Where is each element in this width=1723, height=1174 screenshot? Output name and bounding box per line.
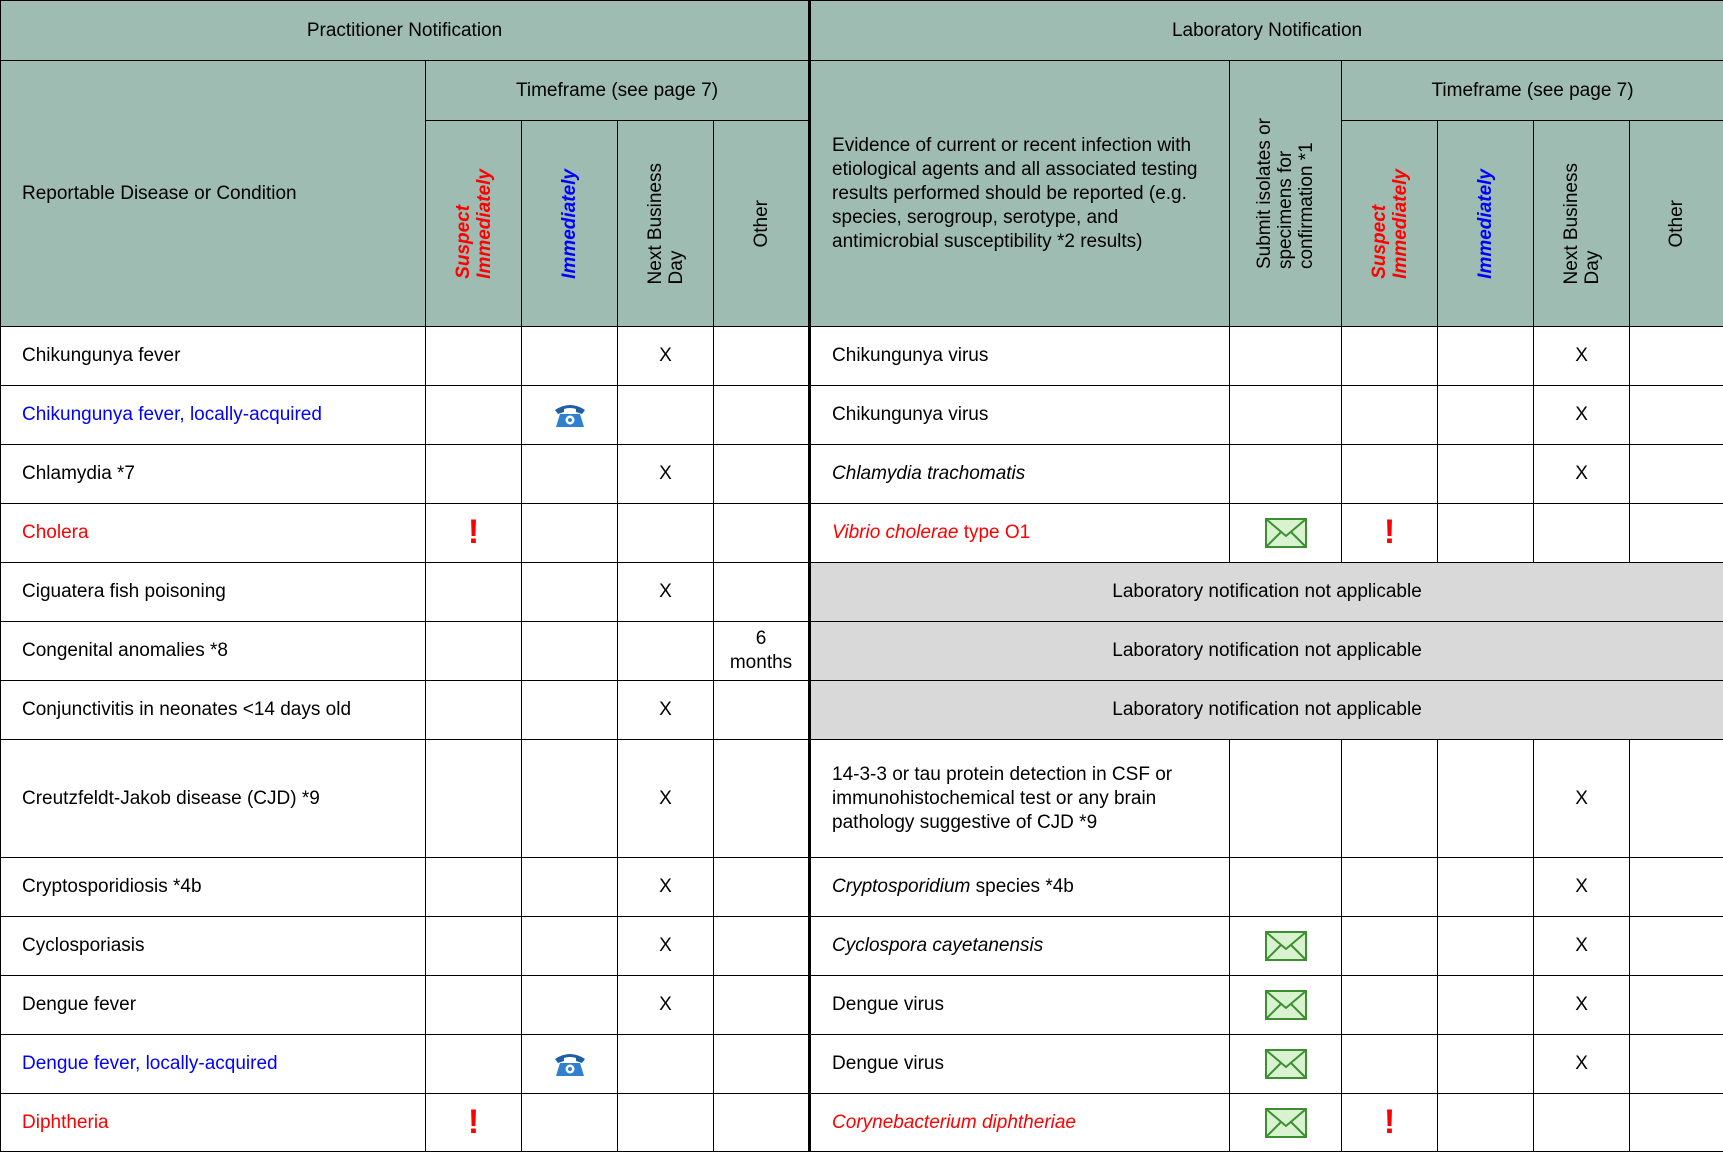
lab-next-day-cell: X <box>1534 740 1630 858</box>
lab-other-cell <box>1630 445 1723 504</box>
practitioner-other-cell <box>714 445 810 504</box>
practitioner-next-day-cell: X <box>618 681 714 740</box>
envelope-icon <box>1265 1108 1307 1138</box>
practitioner-other-cell <box>714 740 810 858</box>
table-row <box>1 563 1723 622</box>
lab-suspect-cell <box>1342 504 1438 563</box>
practitioner-other-cell <box>714 327 810 386</box>
lab-submit-cell <box>1230 445 1342 504</box>
practitioner-other-cell <box>714 681 810 740</box>
table-row <box>1 386 1723 445</box>
practitioner-next-day-cell: X <box>618 563 714 622</box>
table-row <box>1 858 1723 917</box>
practitioner-immediately-cell <box>522 1094 618 1152</box>
practitioner-other-cell <box>714 1035 810 1094</box>
lab-other-cell <box>1630 858 1723 917</box>
practitioner-suspect-cell <box>426 622 522 681</box>
lab-immediately-cell <box>1438 386 1534 445</box>
disease-name: Cyclosporiasis <box>1 917 426 976</box>
lab-other-cell <box>1630 1094 1723 1152</box>
lab-agent: Dengue virus <box>810 976 1230 1035</box>
lab-suspect-cell <box>1342 445 1438 504</box>
practitioner-immediately-cell <box>522 504 618 563</box>
lab-immediately-cell <box>1438 740 1534 858</box>
disease-name: Cholera <box>1 504 426 563</box>
lab-suspect-cell <box>1342 917 1438 976</box>
exclamation-icon: ! <box>1383 1102 1396 1141</box>
practitioner-timeframe-header: Timeframe (see page 7) <box>426 61 810 121</box>
lab-next-day-cell: X <box>1534 917 1630 976</box>
practitioner-suspect-cell <box>426 917 522 976</box>
lab-agent: Cryptosporidium species *4b <box>810 858 1230 917</box>
lab-suspect-cell <box>1342 1035 1438 1094</box>
disease-name: Dengue fever, locally-acquired <box>1 1035 426 1094</box>
table-row <box>1 1035 1723 1094</box>
lab-submit-cell <box>1230 976 1342 1035</box>
lab-agent: Corynebacterium diphtheriae <box>810 1094 1230 1152</box>
lab-submit-cell <box>1230 917 1342 976</box>
envelope-icon <box>1265 990 1307 1020</box>
lab-agent: Chlamydia trachomatis <box>810 445 1230 504</box>
disease-column-header: Reportable Disease or Condition <box>1 61 426 327</box>
table-row <box>1 917 1723 976</box>
practitioner-other-cell: 6 months <box>714 622 810 681</box>
evidence-column-header: Evidence of current or recent infection with etiological agents and all associated testing results performed should be reported (e.g. species, serogroup, serotype, and antimicrobial susceptibility *2 results) <box>810 61 1230 327</box>
practitioner-immediately-cell <box>522 386 618 445</box>
table-row <box>1 740 1723 858</box>
practitioner-immediately-cell <box>522 327 618 386</box>
practitioner-next-day-cell: X <box>618 917 714 976</box>
practitioner-other-cell <box>714 386 810 445</box>
practitioner-immediately-cell <box>522 1035 618 1094</box>
practitioner-other-cell <box>714 976 810 1035</box>
lab-immediately-cell <box>1438 445 1534 504</box>
lab-next-day-cell <box>1534 504 1630 563</box>
lab-other-cell <box>1630 976 1723 1035</box>
disease-name: Diphtheria <box>1 1094 426 1152</box>
practitioner-immediately-cell <box>522 976 618 1035</box>
lab-other-cell <box>1630 740 1723 858</box>
practitioner-immediately-cell <box>522 917 618 976</box>
lab-immediately-header: Immediately <box>1438 121 1534 327</box>
practitioner-next-day-cell <box>618 1094 714 1152</box>
practitioner-next-day-cell <box>618 622 714 681</box>
table-row <box>1 622 1723 681</box>
practitioner-suspect-cell <box>426 445 522 504</box>
practitioner-suspect-cell <box>426 327 522 386</box>
disease-name: Congenital anomalies *8 <box>1 622 426 681</box>
lab-agent: Chikungunya virus <box>810 386 1230 445</box>
lab-submit-cell <box>1230 1035 1342 1094</box>
table-row <box>1 504 1723 563</box>
lab-immediately-cell <box>1438 917 1534 976</box>
next-business-day-header: Next Business Day <box>618 121 714 327</box>
suspect-immediately-header: Suspect Immediately <box>426 121 522 327</box>
lab-agent: Chikungunya virus <box>810 327 1230 386</box>
practitioner-immediately-cell <box>522 740 618 858</box>
practitioner-suspect-cell <box>426 504 522 563</box>
lab-next-business-day-header: Next Business Day <box>1534 121 1630 327</box>
practitioner-next-day-cell: X <box>618 327 714 386</box>
immediately-header: Immediately <box>522 121 618 327</box>
lab-suspect-cell <box>1342 327 1438 386</box>
practitioner-next-day-cell <box>618 1035 714 1094</box>
lab-submit-cell <box>1230 740 1342 858</box>
lab-other-cell <box>1630 917 1723 976</box>
envelope-icon <box>1265 931 1307 961</box>
disease-name: Chikungunya fever, locally-acquired <box>1 386 426 445</box>
practitioner-other-cell <box>714 563 810 622</box>
practitioner-next-day-cell: X <box>618 740 714 858</box>
exclamation-icon: ! <box>1383 513 1396 551</box>
lab-next-day-cell: X <box>1534 386 1630 445</box>
lab-submit-cell <box>1230 1094 1342 1152</box>
lab-next-day-cell: X <box>1534 976 1630 1035</box>
practitioner-next-day-cell: X <box>618 445 714 504</box>
disease-name: Chikungunya fever <box>1 327 426 386</box>
lab-suspect-immediately-header: Suspect Immediately <box>1342 121 1438 327</box>
other-header: Other <box>714 121 810 327</box>
practitioner-immediately-cell <box>522 681 618 740</box>
phone-icon <box>552 401 588 429</box>
laboratory-timeframe-header: Timeframe (see page 7) <box>1342 61 1723 121</box>
lab-submit-cell <box>1230 504 1342 563</box>
lab-suspect-cell <box>1342 976 1438 1035</box>
practitioner-other-cell <box>714 917 810 976</box>
lab-other-cell <box>1630 386 1723 445</box>
table-row <box>1 681 1723 740</box>
lab-next-day-cell: X <box>1534 445 1630 504</box>
envelope-icon <box>1265 518 1307 548</box>
lab-immediately-cell <box>1438 504 1534 563</box>
practitioner-suspect-cell <box>426 976 522 1035</box>
lab-agent: Dengue virus <box>810 1035 1230 1094</box>
practitioner-other-cell <box>714 858 810 917</box>
lab-submit-cell <box>1230 327 1342 386</box>
lab-agent: Cyclospora cayetanensis <box>810 917 1230 976</box>
practitioner-immediately-cell <box>522 622 618 681</box>
exclamation-icon: ! <box>467 513 480 551</box>
lab-suspect-cell <box>1342 386 1438 445</box>
lab-next-day-cell: X <box>1534 858 1630 917</box>
lab-other-cell <box>1630 327 1723 386</box>
practitioner-suspect-cell <box>426 386 522 445</box>
practitioner-suspect-cell <box>426 1094 522 1152</box>
practitioner-suspect-cell <box>426 563 522 622</box>
practitioner-next-day-cell <box>618 386 714 445</box>
exclamation-icon: ! <box>467 1102 480 1141</box>
disease-name: Creutzfeldt-Jakob disease (CJD) *9 <box>1 740 426 858</box>
lab-next-day-cell: X <box>1534 1035 1630 1094</box>
lab-next-day-cell: X <box>1534 327 1630 386</box>
practitioner-immediately-cell <box>522 563 618 622</box>
lab-submit-cell <box>1230 858 1342 917</box>
disease-name: Dengue fever <box>1 976 426 1035</box>
laboratory-notification-header: Laboratory Notification <box>810 1 1723 61</box>
lab-next-day-cell <box>1534 1094 1630 1152</box>
lab-agent: 14-3-3 or tau protein detection in CSF or immunohistochemical test or any brain pathology suggestive of CJD *9 <box>810 740 1230 858</box>
lab-other-cell <box>1630 1035 1723 1094</box>
disease-name: Cryptosporidiosis *4b <box>1 858 426 917</box>
table-row <box>1 976 1723 1035</box>
disease-name: Chlamydia *7 <box>1 445 426 504</box>
practitioner-next-day-cell: X <box>618 976 714 1035</box>
disease-name: Ciguatera fish poisoning <box>1 563 426 622</box>
lab-not-applicable: Laboratory notification not applicable <box>810 622 1723 681</box>
practitioner-suspect-cell <box>426 740 522 858</box>
phone-icon <box>552 1050 588 1078</box>
lab-suspect-cell <box>1342 858 1438 917</box>
table-row <box>1 327 1723 386</box>
lab-agent: Vibrio cholerae type O1 <box>810 504 1230 563</box>
practitioner-notification-header: Practitioner Notification <box>1 1 810 61</box>
lab-immediately-cell <box>1438 858 1534 917</box>
lab-submit-cell <box>1230 386 1342 445</box>
lab-other-cell <box>1630 504 1723 563</box>
envelope-icon <box>1265 1049 1307 1079</box>
table-row <box>1 1094 1723 1152</box>
practitioner-suspect-cell <box>426 681 522 740</box>
lab-not-applicable: Laboratory notification not applicable <box>810 681 1723 740</box>
lab-suspect-cell <box>1342 1094 1438 1152</box>
lab-immediately-cell <box>1438 1035 1534 1094</box>
practitioner-next-day-cell <box>618 504 714 563</box>
practitioner-suspect-cell <box>426 858 522 917</box>
practitioner-suspect-cell <box>426 1035 522 1094</box>
submit-isolates-header: Submit isolates or specimens for confirmation *1 <box>1230 61 1342 327</box>
disease-name: Conjunctivitis in neonates <14 days old <box>1 681 426 740</box>
practitioner-other-cell <box>714 504 810 563</box>
lab-suspect-cell <box>1342 740 1438 858</box>
lab-immediately-cell <box>1438 327 1534 386</box>
lab-immediately-cell <box>1438 1094 1534 1152</box>
lab-other-header: Other <box>1630 121 1723 327</box>
practitioner-immediately-cell <box>522 858 618 917</box>
practitioner-immediately-cell <box>522 445 618 504</box>
table-row <box>1 445 1723 504</box>
lab-immediately-cell <box>1438 976 1534 1035</box>
lab-not-applicable: Laboratory notification not applicable <box>810 563 1723 622</box>
practitioner-next-day-cell: X <box>618 858 714 917</box>
practitioner-other-cell <box>714 1094 810 1152</box>
